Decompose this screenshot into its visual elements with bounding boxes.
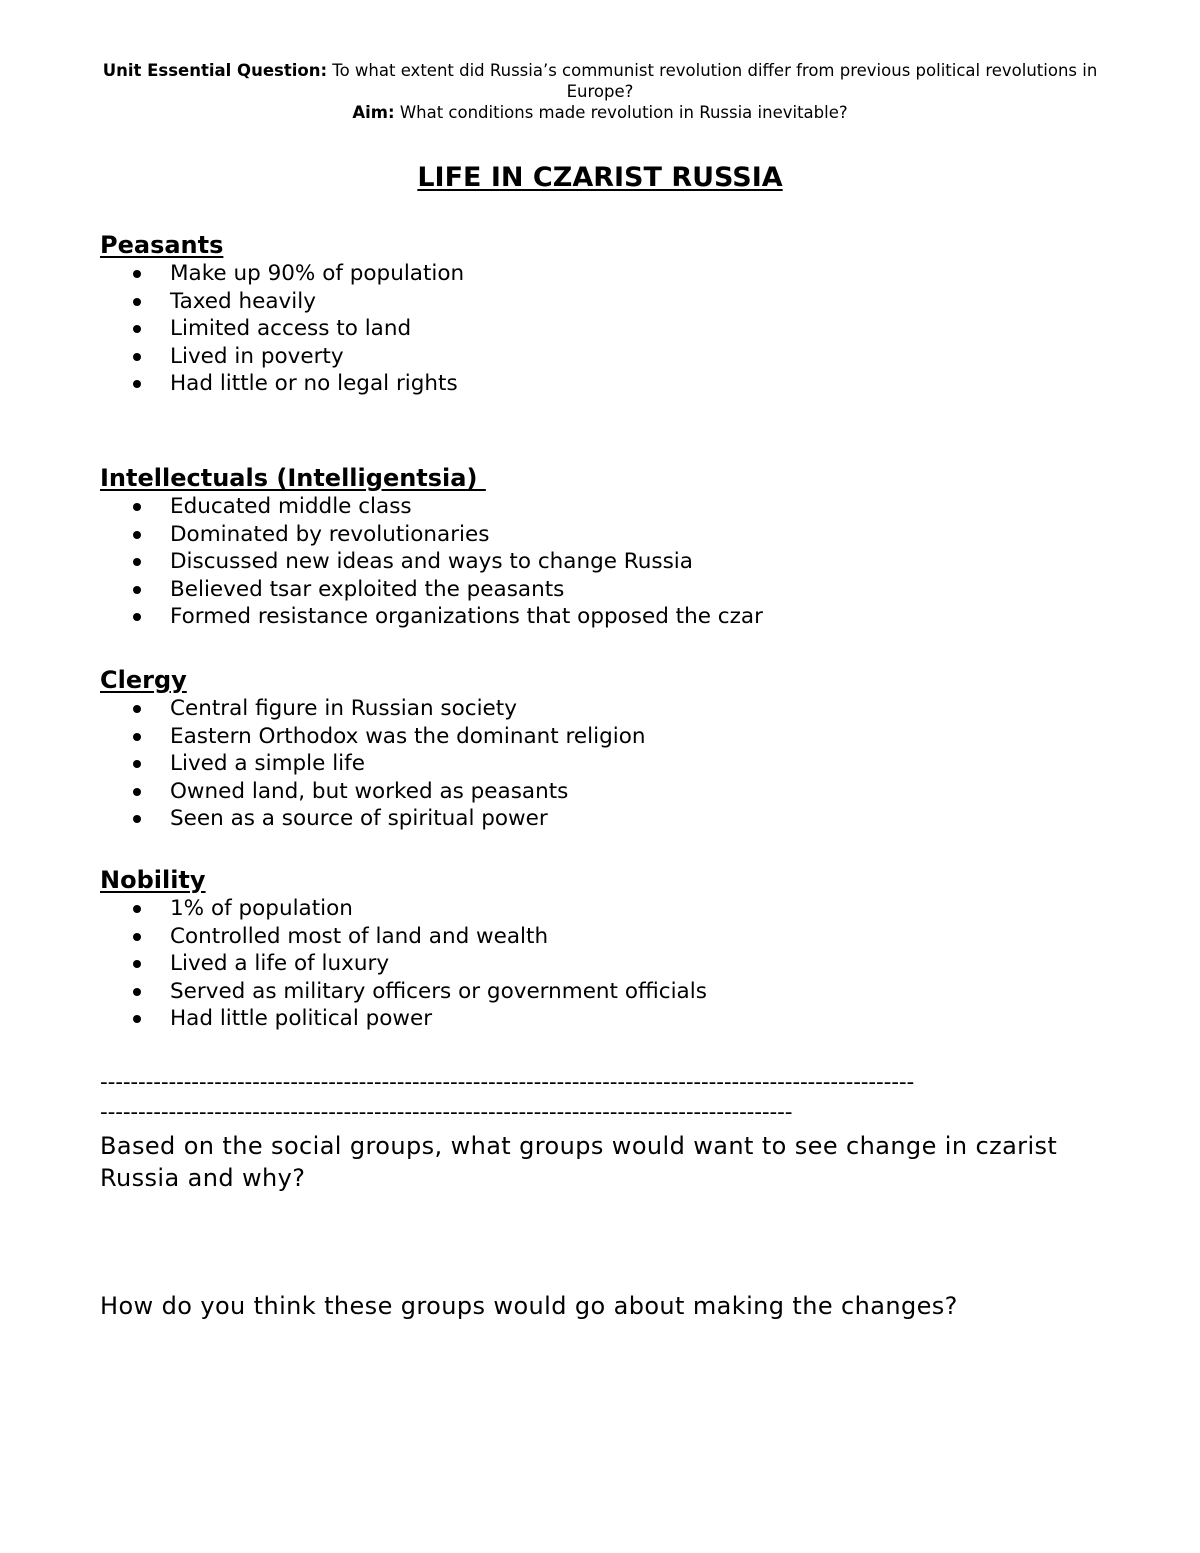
list-item-text: Lived a life of luxury — [170, 951, 390, 976]
bullet-icon — [133, 705, 141, 713]
bullet-icon — [133, 960, 141, 968]
aim — [100, 102, 1100, 123]
list-item — [100, 521, 1100, 549]
list-item — [100, 778, 1100, 806]
section-heading: Clergy — [100, 666, 187, 694]
bullet-icon — [133, 760, 141, 768]
aim-label: Aim: — [352, 103, 395, 122]
bullet-icon — [133, 733, 141, 741]
list-item-text: Lived in poverty — [170, 343, 344, 369]
bullet-icon — [133, 270, 141, 278]
list-item-text: Lived a simple life — [170, 751, 365, 776]
list-item-text: Make up 90% of population — [170, 261, 465, 286]
list-item — [100, 370, 1100, 398]
section-intellectuals — [100, 463, 1100, 631]
bullet-icon — [133, 613, 141, 621]
list-item-text: Had little political power — [170, 1006, 433, 1031]
section-clergy — [100, 665, 1100, 833]
list-item — [100, 576, 1100, 604]
essential-question-label: Unit Essential Question: — [102, 61, 328, 80]
list-item — [100, 493, 1100, 521]
bullet-icon — [133, 933, 141, 941]
page-title — [100, 160, 1100, 196]
list-item-text: Believed tsar exploited the peasants — [170, 576, 565, 602]
list-item — [100, 923, 1100, 951]
list-item — [100, 315, 1100, 343]
bullet-icon — [133, 988, 141, 996]
list-item — [100, 260, 1100, 288]
page-title-text: LIFE IN CZARIST RUSSIA — [417, 162, 783, 193]
header — [100, 60, 1100, 123]
divider-line-1: ----------------------------------------------------------------------------------------------------------- — [100, 1070, 915, 1095]
question-2: How do you think these groups would go about making the changes? — [100, 1292, 958, 1320]
bullet-list — [100, 695, 1100, 833]
list-item-text: Owned land, but worked as peasants — [170, 778, 569, 804]
list-item — [100, 805, 1100, 833]
section-peasants — [100, 230, 1100, 398]
bullet-icon — [133, 905, 141, 913]
list-item — [100, 723, 1100, 751]
bullet-icon — [133, 1015, 141, 1023]
list-item-text: Limited access to land — [170, 316, 412, 341]
essential-question-text: To what extent did Russia’s communist revolution differ from previous political revolutions in Europe? — [327, 61, 1098, 101]
list-item-text: Served as military officers or government officials — [170, 978, 707, 1004]
essential-question — [100, 60, 1100, 102]
bullet-icon — [133, 503, 141, 511]
list-item-text: Eastern Orthodox was the dominant religion — [170, 723, 646, 749]
bullet-icon — [133, 558, 141, 566]
list-item — [100, 288, 1100, 316]
list-item-text: Central figure in Russian society — [170, 696, 517, 721]
bullet-icon — [133, 380, 141, 388]
bullet-icon — [133, 353, 141, 361]
bullet-icon — [133, 531, 141, 539]
question-1: Based on the social groups, what groups would want to see change in czarist Russia and why? — [100, 1132, 1058, 1192]
list-item — [100, 695, 1100, 723]
list-item — [100, 548, 1100, 576]
list-item — [100, 950, 1100, 978]
bullet-icon — [133, 298, 141, 306]
list-item — [100, 750, 1100, 778]
section-heading: Peasants — [100, 231, 224, 259]
list-item — [100, 895, 1100, 923]
section-heading: Nobility — [100, 866, 206, 894]
bullet-list — [100, 895, 1100, 1033]
bullet-icon — [133, 788, 141, 796]
list-item — [100, 1005, 1100, 1033]
list-item — [100, 978, 1100, 1006]
aim-text: What conditions made revolution in Russia inevitable? — [394, 103, 848, 122]
list-item-text: 1% of population — [170, 896, 353, 921]
section-heading: Intellectuals (Intelligentsia) — [100, 464, 486, 492]
list-item-text: Dominated by revolutionaries — [170, 521, 490, 547]
bullet-icon — [133, 586, 141, 594]
bullet-icon — [133, 325, 141, 333]
bullet-list — [100, 493, 1100, 631]
bullet-icon — [133, 815, 141, 823]
divider-line-2: ------------------------------------------------------------------------------------------- — [100, 1100, 793, 1125]
list-item-text: Taxed heavily — [170, 288, 316, 314]
bullet-list — [100, 260, 1100, 398]
list-item — [100, 343, 1100, 371]
list-item-text: Controlled most of land and wealth — [170, 923, 549, 949]
list-item-text: Formed resistance organizations that opposed the czar — [170, 604, 763, 629]
list-item-text: Educated middle class — [170, 494, 412, 519]
list-item — [100, 603, 1100, 631]
list-item-text: Had little or no legal rights — [170, 371, 458, 396]
list-item-text: Discussed new ideas and ways to change Russia — [170, 549, 693, 574]
list-item-text: Seen as a source of spiritual power — [170, 806, 548, 831]
section-nobility — [100, 865, 1100, 1033]
